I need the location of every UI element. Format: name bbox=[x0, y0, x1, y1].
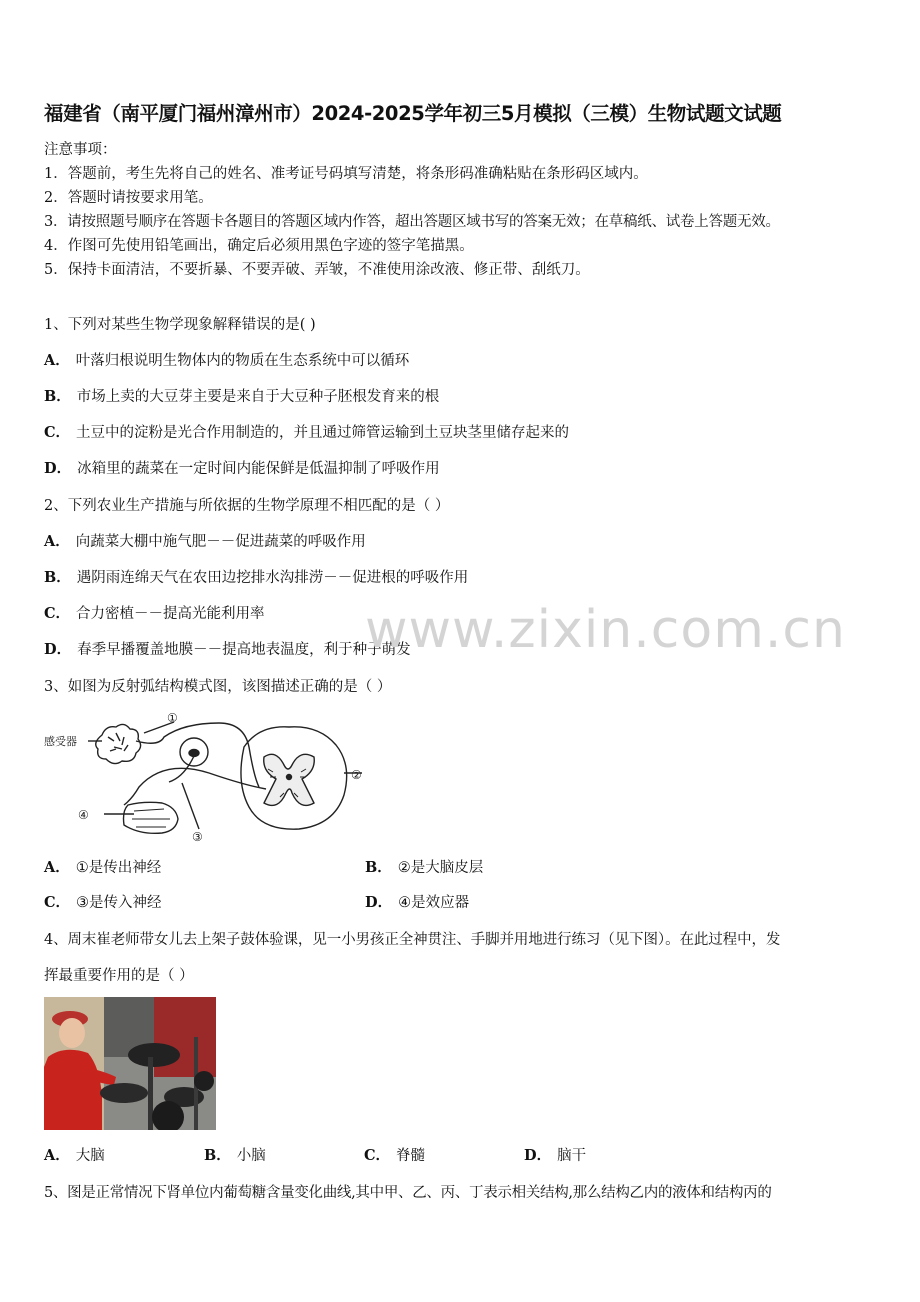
figure-label-1: ① bbox=[167, 711, 178, 725]
q2-option-a: A． 向蔬菜大棚中施气肥－－促进蔬菜的呼吸作用 bbox=[44, 533, 366, 550]
q1-option-b: B． 市场上卖的大豆芽主要是来自于大豆种子胚根发育来的根 bbox=[44, 388, 440, 405]
watermark: www.zixin.com.cn bbox=[365, 600, 846, 660]
notice-item: 2．答题时请按要求用笔。 bbox=[44, 190, 213, 206]
q1-option-a: A． 叶落归根说明生物体内的物质在生态系统中可以循环 bbox=[44, 352, 410, 369]
q4-option-a: A． 大脑 bbox=[44, 1147, 105, 1164]
page-title: 福建省（南平厦门福州漳州市）2024-2025学年初三5月模拟（三模）生物试题文试题 bbox=[44, 102, 782, 125]
question-1-stem: 1、下列对某些生物学现象解释错误的是( ) bbox=[44, 317, 316, 333]
q3-option-d: D． ④是效应器 bbox=[365, 894, 470, 911]
q3-option-a: A． ①是传出神经 bbox=[44, 859, 162, 876]
figure-label-3: ③ bbox=[192, 830, 203, 844]
q3-option-b: B． ②是大脑皮层 bbox=[365, 859, 484, 876]
notice-item: 3．请按照题号顺序在答题卡各题目的答题区域内作答，超出答题区域书写的答案无效；在草稿纸、试卷上答题无效。 bbox=[44, 214, 780, 230]
notice-item: 4．作图可先使用铅笔画出，确定后必须用黑色字迹的签字笔描黑。 bbox=[44, 238, 474, 254]
figure-label-4: ④ bbox=[78, 808, 89, 822]
q2-option-d: D． 春季早播覆盖地膜－－提高地表温度，利于种子萌发 bbox=[44, 641, 411, 658]
notice-heading: 注意事项： bbox=[44, 142, 117, 158]
notice-item: 1．答题前，考生先将自己的姓名、准考证号码填写清楚，将条形码准确粘贴在条形码区域内。 bbox=[44, 166, 648, 182]
figure-label-receptor: 感受器 bbox=[44, 735, 77, 748]
notice-item: 5．保持卡面清洁，不要折暴、不要弄破、弄皱，不准使用涂改液、修正带、刮纸刀。 bbox=[44, 262, 590, 278]
question-2-stem: 2、下列农业生产措施与所依据的生物学原理不相匹配的是（ ） bbox=[44, 498, 450, 514]
reflex-arc-figure bbox=[44, 707, 374, 847]
figure-label-2: ② bbox=[351, 768, 362, 782]
question-5-stem: 5、图是正常情况下肾单位内葡萄糖含量变化曲线,其中甲、乙、丙、丁表示相关结构,那么结构乙内的液体和结构丙的 bbox=[44, 1185, 772, 1201]
drum-practice-photo bbox=[44, 997, 216, 1130]
q2-option-b: B． 遇阴雨连绵天气在农田边挖排水沟排涝－－促进根的呼吸作用 bbox=[44, 569, 469, 586]
question-4-stem-line1: 4、周末崔老师带女儿去上架子鼓体验课，见一小男孩正全神贯注、手脚并用地进行练习（见下图）。在此过程中，发 bbox=[44, 932, 781, 948]
q1-option-d: D． 冰箱里的蔬菜在一定时间内能保鲜是低温抑制了呼吸作用 bbox=[44, 460, 440, 477]
q4-option-d: D． 脑干 bbox=[524, 1147, 587, 1164]
q1-option-c: C． 土豆中的淀粉是光合作用制造的，并且通过筛管运输到土豆块茎里储存起来的 bbox=[44, 424, 570, 441]
q3-option-c: C． ③是传入神经 bbox=[44, 894, 162, 911]
q2-option-c: C． 合力密植－－提高光能利用率 bbox=[44, 605, 265, 622]
question-3-stem: 3、如图为反射弧结构模式图，该图描述正确的是（ ） bbox=[44, 679, 392, 695]
q4-option-b: B． 小脑 bbox=[204, 1147, 266, 1164]
question-4-stem-line2: 挥最重要作用的是（ ） bbox=[44, 968, 194, 984]
q4-option-c: C． 脊髓 bbox=[364, 1147, 426, 1164]
